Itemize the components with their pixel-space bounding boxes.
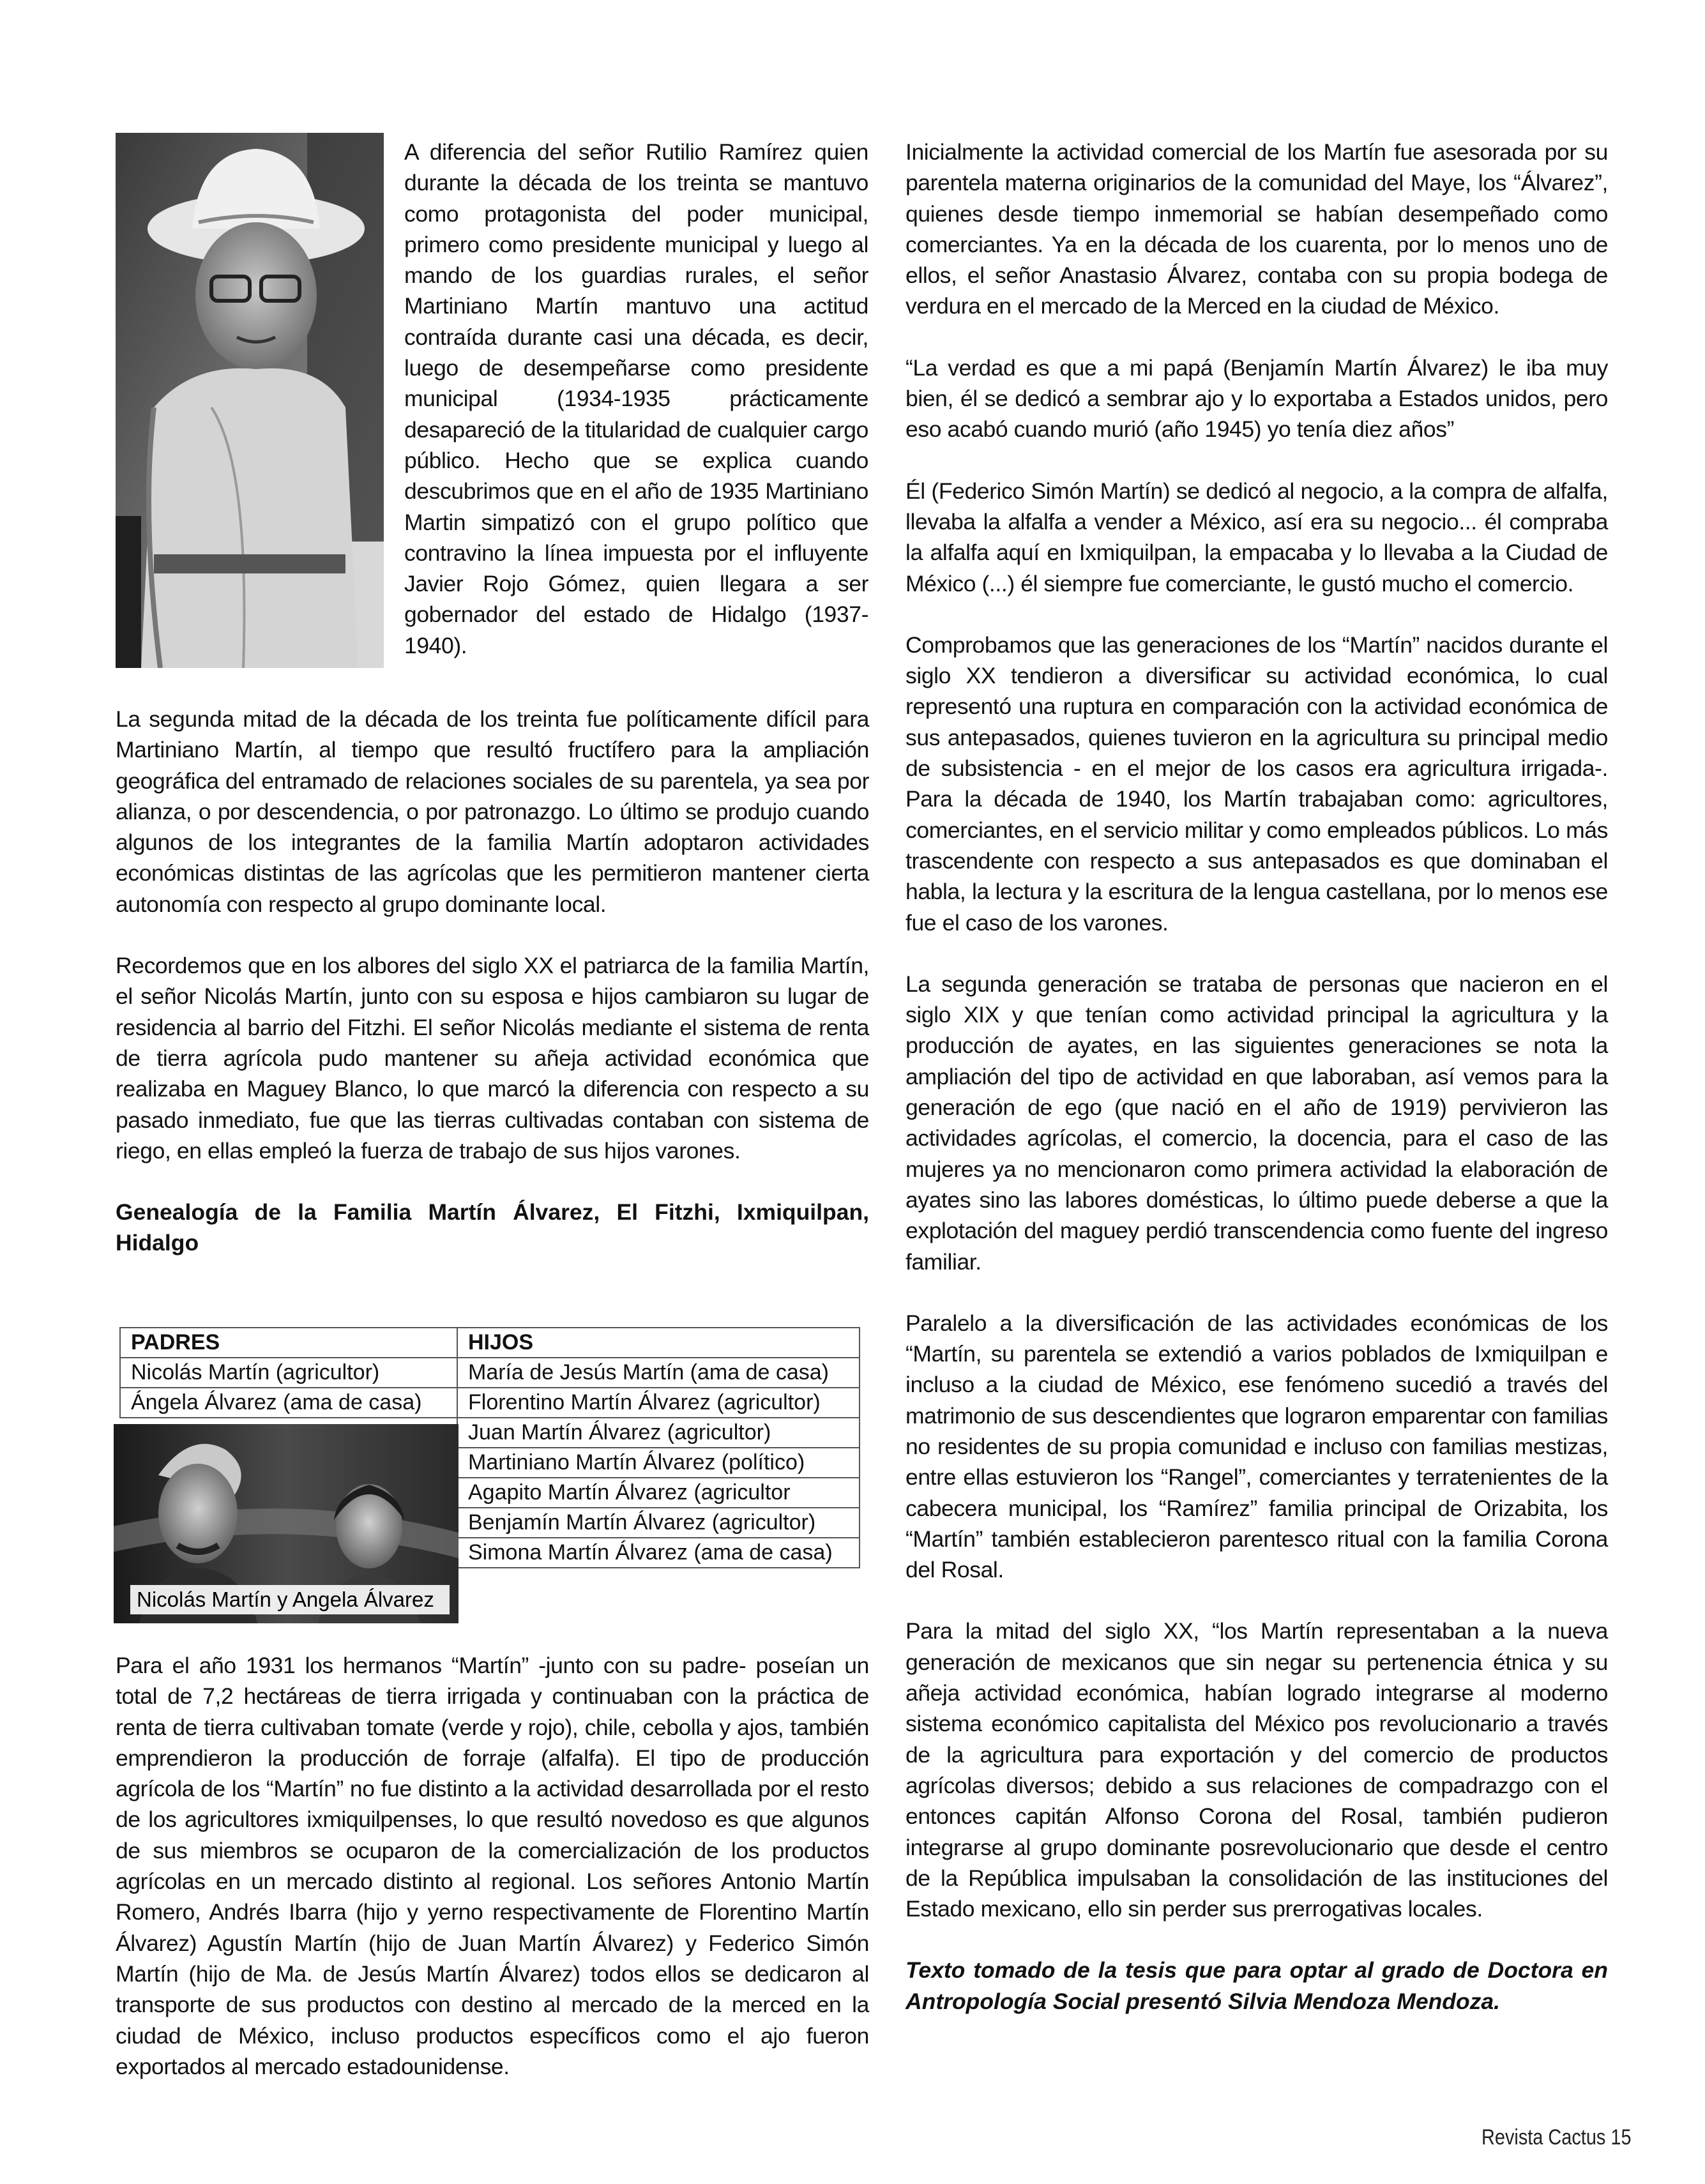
source-credit: Texto tomado de la tesis que para optar al grado de Doctora en Antropología Social presentó Silvia Mendoza Mendoza. [906, 1957, 1608, 2014]
right-paragraph-7: Para la mitad del siglo XX, “los Martín representaban a la nueva generación de mexicanos que sin negar su pertenencia étnica y su añeja actividad económica, habían logrado integrarse al moderno sistema económico capitalista del México pos revolucionario a través de la agricultura para exportación y del comercio de productos agrícolas diversos; debido a sus relaciones de compadrazgo con el entonces capitán Alfonso Corona del Rosal, también pudieron integrarse al grupo dominante posrevolucionario que desde el centro de la República impulsaban la consolidación de las instituciones del Estado mexicano, ello sin perder sus prerrogativas locales. [906, 1618, 1608, 1922]
column-header-hijos: HIJOS [457, 1328, 860, 1358]
hijo-cell: Juan Martín Álvarez (agricultor) [457, 1418, 860, 1448]
hijo-cell: María de Jesús Martín (ama de casa) [457, 1358, 860, 1388]
right-paragraph-5: La segunda generación se trataba de personas que nacieron en el siglo XIX y que tenían como actividad principal la agricultura y la producción de ayates, en las siguientes generaciones se nota la ampliación del tipo de actividad en que laboraban, así vemos para la generación de ego (que nació en el año de 1919) pervivieron las actividades agrícolas, el comercio, la docencia, para el caso de las mujeres ya no mencionaron como primera actividad la elaboración de ayates sino las labores domésticas, lo último puede deberse a que la explotación del maguey perdió transcendencia como fuente del ingreso familiar. [906, 971, 1608, 1275]
right-paragraph-1: Inicialmente la actividad comercial de los Martín fue asesorada por su parentela materna originarios de la comunidad del Maye, los “Álvarez”, quienes desde tiempo inmemorial se habían desempeñado como comerciantes. Ya en la década de los cuarenta, por lo menos uno de ellos, el señor Anastasio Álvarez, contaba con su propia bodega de verdura en el mercado de la Merced en la ciudad de México. [906, 139, 1608, 319]
right-column-body [906, 137, 1608, 2017]
right-paragraph-6: Paralelo a la diversificación de las actividades económicas de los “Martín, su parentela se extendió a varios poblados de Ixmiquilpan e incluso a la ciudad de México, ese fenómeno sucedió a través del matrimonio de sus descendientes que lograron emparentar con familias no residentes de su propia comunidad e incluso con familias mestizas, entre ellas estuvieron los “Rangel”, comerciantes y terratenientes de la cabecera municipal, los “Ramírez” familia principal de Orizabita, los “Martín” también establecieron parentesco ritual con la familia Corona del Rosal. [906, 1310, 1608, 1583]
magazine-name: Revista Cactus [1481, 2125, 1606, 2150]
portrait-illustration [116, 133, 384, 668]
left-paragraph-1: La segunda mitad de la década de los treinta fue políticamente difícil para Martiniano Martín, al tiempo que resultó fructífero para la ampliación geográfica del entramado de relaciones sociales de su parentela, ya sea por alianza, o por descendencia, o por patronazgo. Lo último se produjo cuando algunos de los integrantes de la familia Martín adoptaron actividades económicas distintas de las agrícolas que les permitieron mantener cierta autonomía con respecto al grupo dominante local. [116, 706, 869, 917]
left-column-lower [116, 1650, 869, 2082]
page-number: 15 [1610, 2125, 1632, 2150]
table-header-row [120, 1328, 860, 1358]
page-footer [1481, 2125, 1632, 2150]
hijo-cell: Martiniano Martín Álvarez (político) [457, 1448, 860, 1478]
right-quote-2: Él (Federico Simón Martín) se dedicó al negocio, a la compra de alfalfa, llevaba la alfalfa a vender a México, así era su negocio... él compraba la alfalfa aquí en Ixmiquilpan, la empacaba y lo llevaba a la Ciudad de México (...) él siempre fue comerciante, le gustó mucho el comercio. [906, 478, 1608, 596]
padre-cell: Nicolás Martín (agricultor) [120, 1358, 457, 1388]
table-row [120, 1388, 860, 1418]
padre-cell: Ángela Álvarez (ama de casa) [120, 1388, 457, 1418]
right-quote-1: “La verdad es que a mi papá (Benjamín Martín Álvarez) le iba muy bien, él se dedicó a sembrar ajo y lo exportaba a Estados unidos, pero eso acabó cuando murió (año 1945) yo tenía diez años” [906, 354, 1608, 443]
intro-paragraph: A diferencia del señor Rutilio Ramírez quien durante la década de los treinta se mantuvo como protagonista del poder municipal, primero como presidente municipal y luego al mando de los guardias rurales, el señor Martiniano Martín mantuvo una actitud contraída durante casi una década, es decir, luego de desempeñarse como presidente municipal (1934-1935 prácticamente desapareció de la titularidad de cualquier cargo público. Hecho que se explica cuando descubrimos que en el año de 1935 Martiniano Martin simpatizó con el grupo político que contravino la línea impuesta por el influyente Javier Rojo Gómez, quien llegara a ser gobernador del estado de Hidalgo (1937-1940). [404, 139, 868, 658]
hijo-cell: Simona Martín Álvarez (ama de casa) [457, 1538, 860, 1568]
column-header-padres: PADRES [120, 1328, 457, 1358]
hijo-cell: Agapito Martín Álvarez (agricultor [457, 1478, 860, 1508]
hijo-cell: Florentino Martín Álvarez (agricultor) [457, 1388, 860, 1418]
genealogy-heading: Genealogía de la Familia Martín Álvarez, El Fitzhi, Ixmiquilpan, Hidalgo [116, 1199, 869, 1256]
table-row [120, 1358, 860, 1388]
portrait-photo-martiniano [116, 133, 384, 668]
left-paragraph-2: Recordemos que en los albores del siglo XX el patriarca de la familia Martín, el señor Nicolás Martín, junto con su esposa e hijos cambiaron su lugar de residencia al barrio del Fitzhi. El señor Nicolás mediante el sistema de renta de tierra agrícola pudo mantener su añeja actividad económica que realizaba en Maguey Blanco, lo que marcó la diferencia con respecto a su pasado inmediato, fue que las tierras cultivadas contaban con sistema de riego, en ellas empleó la fuerza de trabajo de sus hijos varones. [116, 953, 869, 1164]
hijo-cell: Benjamín Martín Álvarez (agricultor) [457, 1508, 860, 1538]
left-paragraph-3: Para el año 1931 los hermanos “Martín” -junto con su padre- poseían un total de 7,2 hectáreas de tierra irrigada y continuaban con la práctica de renta de tierra cultivaban tomate (verde y rojo), chile, cebolla y ajos, también emprendieron la producción de forraje (alfalfa). El tipo de producción agrícola de los “Martín” no fue distinto a la actividad desarrollada por el resto de los agricultores ixmiquilpenses, lo que resultó novedoso es que algunos de sus miembros se ocuparon de la comercialización de los productos agrícolas en un mercado distinto al regional. Los señores Antonio Martín Romero, Andrés Ibarra (hijo y yerno respectivamente de Florentino Martín Álvarez) Agustín Martín (hijo de Juan Martín Álvarez) y Federico Simón Martín (hijo de Ma. de Jesús Martín Álvarez) todos ellos se dedicaron al transporte de sus productos con destino al mercado de la merced en la ciudad de México, incluso productos específicos como el ajo fueron exportados al mercado estadounidense. [116, 1653, 869, 2079]
intro-text-block [404, 137, 868, 661]
left-column-body [116, 704, 869, 1258]
photo-caption: Nicolás Martín y Angela Álvarez [130, 1585, 450, 1614]
right-paragraph-4: Comprobamos que las generaciones de los “Martín” nacidos durante el siglo XX tendieron a diversificar su actividad económica, lo cual representó una ruptura en comparación con la actividad económica de sus antepasados, quienes tuvieron en la agricultura su principal medio de subsistencia - en el mejor de los casos era agricultura irrigada-. Para la década de 1940, los Martín trabajaban como: agricultores, comerciantes, en el servicio militar y como empleados públicos. Lo más trascendente con respecto a sus antepasados es que dominaban el habla, la lectura y la escritura de la lengua castellana, por lo menos ese fue el caso de los varones. [906, 632, 1608, 936]
